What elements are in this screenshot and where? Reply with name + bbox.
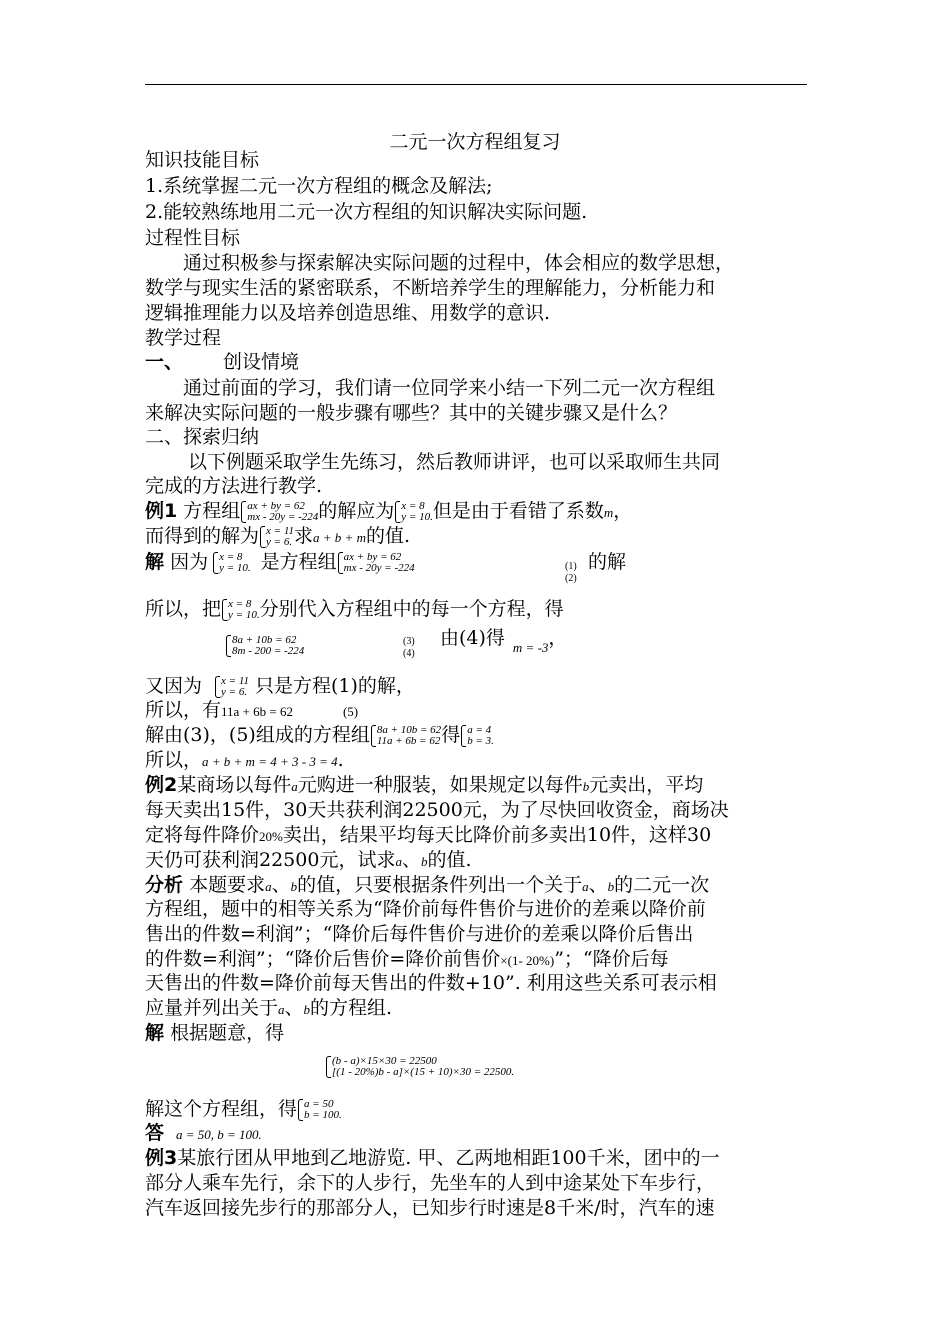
- process-text-3: 逻辑推理能力以及培养创造思维、用数学的意识.: [145, 302, 551, 324]
- analysis-line-4: 的件数=利润”；“降价后售价=降价前售价×(1- 20%)”；“降价后每: [145, 948, 669, 970]
- example-3-line-1: 例3某旅行团从甲地到乙地游览. 甲、乙两地相距100千米，团中的一: [145, 1147, 720, 1169]
- answer-label: 答: [145, 1122, 165, 1144]
- example-2-line-2: 每天卖出15件，30天共获利润22500元，为了尽快回收资金，商场决: [145, 799, 729, 821]
- solution-2-line-1: 解 根据题意，得: [145, 1022, 285, 1044]
- substituted-system: 8a + 10b = 62 8m - 200 = -224: [225, 632, 304, 658]
- heading-knowledge-goals: 知识技能目标: [145, 149, 260, 171]
- solution-2-label: 解: [145, 1022, 165, 1044]
- analysis-line-6: 应量并列出关于a、b的方程组.: [145, 997, 393, 1019]
- example-1-line-2: 而得到的解为 x = 11 y = 6. 求a + b + m的值.: [145, 525, 411, 548]
- goal-item-2: 2.能较熟练地用二元一次方程组的知识解决实际问题.: [145, 201, 588, 223]
- solution-1-label: 解: [145, 551, 165, 573]
- example-2-line-3: 定将每件降价20%卖出，结果平均每天比降价前多卖出10件，这样30: [145, 824, 712, 846]
- equation-numbers-3-4: (3) (4): [403, 636, 415, 659]
- example-3-label: 例3: [145, 1147, 178, 1169]
- solution-1-line-5: 所以，有11a + 6b = 62 (5): [145, 699, 359, 721]
- wrong-solution-system: x = 11 y = 6.: [259, 526, 294, 548]
- analysis-line-1: 分析 本题要求a、b的值，只要根据条件列出一个关于a、b的二元一次: [145, 874, 710, 896]
- example-2-label: 例2: [145, 774, 178, 796]
- header-rule: [145, 84, 807, 85]
- solution-1-line-1: 解 因为 x = 8 y = 10. 是方程组 ax + by = 62 mx - 20y = -224: [145, 551, 415, 574]
- process-text-1: 通过积极参与探索解决实际问题的过程中，体会相应的数学思想，: [183, 252, 735, 274]
- example-3-line-3: 汽车返回接先步行的那部分人，已知步行时速是8千米/时，汽车的速: [145, 1197, 715, 1219]
- section-2-heading: 二、探索归纳: [145, 426, 260, 448]
- answer-line: 答 a = 50, b = 100.: [145, 1122, 262, 1144]
- explore-text-1: 以下例题采取学生先练习，然后教师讲评，也可以采取师生共同: [188, 451, 721, 473]
- example-1-label: 例1: [145, 500, 178, 522]
- equation-numbers-1-2: (1) (2): [565, 561, 577, 584]
- heading-process-goals: 过程性目标: [145, 227, 241, 249]
- solution-1-from-4: 由(4)得 $_{m = -3}$，: [440, 627, 568, 655]
- section-1-heading: [145, 349, 299, 375]
- heading-teaching-process: 教学过程: [145, 327, 222, 349]
- explore-text-2: 完成的方法进行教学.: [145, 475, 323, 497]
- section-1-number: 一、: [145, 351, 184, 373]
- example-1-line-1: 例1 方程组 ax + by = 62 mx - 20y = -224 的解应为 x = 8 y = 10. 但是由于看错了系数m，: [145, 500, 633, 523]
- analysis-label: 分析: [145, 874, 184, 896]
- analysis-line-5: 天售出的件数=降价前每天售出的件数+10”. 利用这些关系可表示相: [145, 972, 717, 994]
- example-3-line-2: 部分人乘车先行，余下的人步行，先坐车的人到中途某处下车步行，: [145, 1172, 716, 1194]
- solution-1-line-6: 解由(3)，(5)组成的方程组 8a + 10b = 62 11a + 6b = 62 得 a = 4 b = 3.: [145, 724, 494, 747]
- equation-system: ax + by = 62 mx - 20y = -224: [240, 501, 318, 523]
- analysis-line-2: 方程组，题中的相等关系为“降价前每件售价与进价的差乘以降价前: [145, 898, 706, 920]
- solution-1-line-4: 又因为 x = 11 y = 6. 只是方程(1)的解，: [145, 675, 415, 698]
- solution-2-line-2: 解这个方程组，得 a = 50 b = 100.: [145, 1098, 342, 1121]
- analysis-line-3: 售出的件数=利润”；“降价后每件售价与进价的差乘以降价后售出: [145, 923, 694, 945]
- page-title: 二元一次方程组复习: [389, 131, 561, 153]
- solution-1-line-7: 所以，a + b + m = 4 + 3 - 3 = 4.: [145, 749, 344, 771]
- scenario-text-1: 通过前面的学习，我们请一位同学来小结一下列二元一次方程组: [183, 377, 716, 399]
- example-2-line-4: 天仍可获利润22500元，试求a、b的值.: [145, 849, 472, 871]
- scenario-text-2: 来解决实际问题的一般步骤有哪些？其中的关键步骤又是什么？: [145, 402, 678, 424]
- solution-2-system: (b - a)×15×30 = 22500 [(1 - 20%)b - a]×(15 + 10)×30 = 22500.: [325, 1053, 514, 1079]
- solution-system: x = 8 y = 10.: [394, 501, 433, 523]
- goal-item-1: 1.系统掌握二元一次方程组的概念及解法;: [145, 175, 493, 197]
- process-text-2: 数学与现实生活的紧密联系，不断培养学生的理解能力，分析能力和: [145, 277, 716, 299]
- section-1-title: 创设情境: [223, 351, 300, 373]
- example-2-line-1: 例2某商场以每件a元购进一种服装，如果规定以每件b元卖出，平均: [145, 774, 704, 796]
- solution-1-suffix: 的解: [588, 551, 627, 573]
- solution-1-line-2: 所以，把 x = 8 y = 10. 分别代入方程组中的每一个方程，得: [145, 598, 564, 621]
